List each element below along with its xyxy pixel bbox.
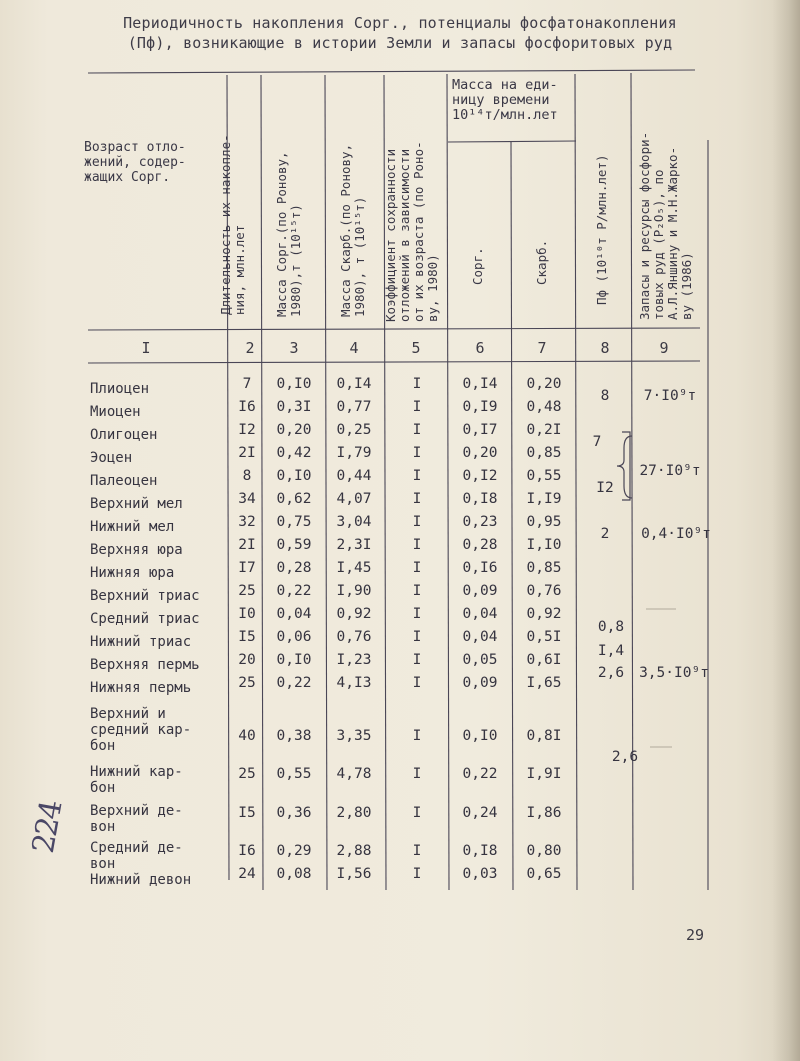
mass-ckarb-cell: 3,35: [336, 728, 372, 744]
page-number: 29: [686, 926, 705, 944]
row-age-label: Палеоцен: [90, 473, 158, 489]
rate-ckarb-cell: 0,85: [526, 560, 562, 576]
row-age-label: Нижний девон: [90, 872, 192, 888]
duration-cell: 25: [238, 766, 256, 782]
table-title-line-1: Периодичность накопления Cорг., потенциалы фосфатонакопления: [123, 14, 677, 32]
mass-corg-cell: 0,42: [276, 445, 312, 461]
column-number-9: 9: [659, 339, 669, 357]
row-age-label: Олигоцен: [90, 427, 158, 443]
rate-corg-cell: 0,04: [462, 629, 498, 645]
preservation-coef-cell: I: [412, 537, 422, 553]
duration-cell: 24: [238, 866, 256, 882]
mass-subheader-rule: [448, 141, 576, 142]
rate-ckarb-cell: I,86: [526, 805, 562, 821]
header-age: Возраст отло- жений, содер- жащих Cорг.: [84, 140, 186, 185]
reserves-value: 3,5·I0⁹т: [639, 665, 709, 681]
pf-value: I,4: [597, 643, 625, 659]
row-age-label: Верхний мел: [90, 496, 183, 512]
mass-ckarb-cell: 0,76: [336, 629, 372, 645]
mass-ckarb-cell: I,90: [336, 583, 372, 599]
rate-corg-cell: 0,03: [462, 866, 498, 882]
column-number-2: 2: [245, 339, 255, 357]
header-mass-per-time: Масса на еди- ницу времени 10¹⁴т/млн.лет: [452, 77, 558, 123]
mass-corg-cell: 0,59: [276, 537, 312, 553]
rate-corg-cell: 0,22: [462, 766, 498, 782]
row-age-label: Эоцен: [90, 450, 133, 466]
preservation-coef-cell: I: [412, 866, 422, 882]
rate-ckarb-cell: 0,76: [526, 583, 562, 599]
pf-value: 2,6: [597, 665, 625, 681]
rate-corg-cell: 0,I8: [462, 843, 498, 859]
mass-corg-cell: 0,22: [276, 675, 312, 691]
preservation-coef-cell: I: [412, 675, 422, 691]
mass-corg-cell: 0,22: [276, 583, 312, 599]
mass-corg-cell: 0,62: [276, 491, 312, 507]
rate-ckarb-cell: 0,95: [526, 514, 562, 530]
column-number-3: 3: [289, 339, 299, 357]
mass-corg-cell: 0,55: [276, 766, 312, 782]
mass-ckarb-cell: 3,04: [336, 514, 372, 530]
rate-corg-cell: 0,I8: [462, 491, 498, 507]
mass-corg-cell: 0,I0: [276, 376, 312, 392]
preservation-coef-cell: I: [412, 843, 422, 859]
row-age-label: Нижняя пермь: [90, 680, 192, 696]
duration-cell: I6: [238, 399, 256, 415]
preservation-coef-cell: I: [412, 445, 422, 461]
row-age-label: Нижняя юра: [90, 565, 175, 581]
rate-ckarb-cell: 0,20: [526, 376, 562, 392]
mass-corg-cell: 0,I0: [276, 652, 312, 668]
handwritten-number: 224: [25, 799, 70, 856]
header-bottom-rule: [88, 328, 700, 330]
mass-corg-cell: 0,20: [276, 422, 312, 438]
mass-ckarb-cell: 4,07: [336, 491, 372, 507]
mass-ckarb-cell: 0,77: [336, 399, 372, 415]
rate-corg-cell: 0,I7: [462, 422, 498, 438]
rate-corg-cell: 0,09: [462, 675, 498, 691]
row-age-label: Верхний де- вон: [90, 803, 183, 835]
preservation-coef-cell: I: [412, 583, 422, 599]
duration-cell: 25: [238, 675, 256, 691]
rate-corg-cell: 0,I4: [462, 376, 498, 392]
mass-ckarb-cell: I,56: [336, 866, 372, 882]
preservation-coef-cell: I: [412, 376, 422, 392]
rate-corg-cell: 0,04: [462, 606, 498, 622]
row-age-label: Миоцен: [90, 404, 141, 420]
row-age-label: Нижний кар- бон: [90, 764, 183, 796]
row-age-label: Плиоцен: [90, 381, 150, 397]
row-age-label: Верхний триас: [90, 588, 200, 604]
mass-corg-cell: 0,28: [276, 560, 312, 576]
rate-ckarb-cell: 0,6I: [526, 652, 562, 668]
preservation-coef-cell: I: [412, 728, 422, 744]
mass-ckarb-cell: 0,I4: [336, 376, 372, 392]
mass-ckarb-cell: 0,25: [336, 422, 372, 438]
rate-ckarb-cell: I,9I: [526, 766, 562, 782]
row-age-label: Верхний и средний кар- бон: [90, 706, 192, 754]
preservation-coef-cell: I: [412, 422, 422, 438]
mass-ckarb-cell: I,23: [336, 652, 372, 668]
header-pf: Пф (10¹⁰т Р/млн.лет): [594, 154, 609, 305]
row-age-label: Верхняя юра: [90, 542, 183, 558]
table-title-line-2: (Пф), возникающие в истории Земли и запасы фосфоритовых руд: [127, 34, 673, 52]
row-age-label: Нижний триас: [90, 634, 192, 650]
header-duration: Длительность их накопле- ния, млн.лет: [218, 134, 247, 315]
rate-ckarb-cell: 0,80: [526, 843, 562, 859]
preservation-coef-cell: I: [412, 805, 422, 821]
duration-cell: 25: [238, 583, 256, 599]
mass-corg-cell: 0,38: [276, 728, 312, 744]
duration-cell: 8: [242, 468, 252, 484]
mass-corg-cell: 0,04: [276, 606, 312, 622]
duration-cell: 40: [238, 728, 256, 744]
pf-value: 2,6: [611, 749, 639, 765]
rate-ckarb-cell: 0,5I: [526, 629, 562, 645]
mass-corg-cell: 0,3I: [276, 399, 312, 415]
pf-value: 2: [600, 526, 610, 542]
rate-ckarb-cell: I,65: [526, 675, 562, 691]
preservation-coef-cell: I: [412, 514, 422, 530]
reserves-value: 27·I0⁹т: [639, 463, 701, 479]
row-age-label: Средний де- вон: [90, 840, 183, 872]
rate-ckarb-cell: 0,48: [526, 399, 562, 415]
mass-ckarb-cell: I,79: [336, 445, 372, 461]
rate-corg-cell: 0,05: [462, 652, 498, 668]
mass-ckarb-cell: 0,92: [336, 606, 372, 622]
rate-corg-cell: 0,I9: [462, 399, 498, 415]
column-number-6: 6: [475, 339, 485, 357]
duration-cell: I6: [238, 843, 256, 859]
preservation-coef-cell: I: [412, 766, 422, 782]
duration-cell: 2I: [238, 445, 256, 461]
rate-corg-cell: 0,20: [462, 445, 498, 461]
column-number-7: 7: [537, 339, 547, 357]
column-number-8: 8: [600, 339, 610, 357]
header-reserves: Запасы и ресурсы фосфори- товых руд (Р₂О₅), по А.Л.Яншину и М.Н.Жарко- ву (1986): [637, 131, 694, 320]
preservation-coef-cell: I: [412, 468, 422, 484]
mass-corg-cell: 0,I0: [276, 468, 312, 484]
rate-ckarb-cell: 0,92: [526, 606, 562, 622]
mass-corg-cell: 0,29: [276, 843, 312, 859]
duration-cell: 32: [238, 514, 256, 530]
rate-ckarb-cell: 0,55: [526, 468, 562, 484]
mass-ckarb-cell: 0,44: [336, 468, 372, 484]
preservation-coef-cell: I: [412, 491, 422, 507]
rate-corg-cell: 0,09: [462, 583, 498, 599]
rate-corg-cell: 0,28: [462, 537, 498, 553]
rate-corg-cell: 0,24: [462, 805, 498, 821]
mass-corg-cell: 0,08: [276, 866, 312, 882]
duration-cell: I0: [238, 606, 256, 622]
rate-ckarb-cell: 0,2I: [526, 422, 562, 438]
mass-corg-cell: 0,36: [276, 805, 312, 821]
pf-value: 7: [592, 434, 602, 450]
row-age-label: Верхняя пермь: [90, 657, 200, 673]
duration-cell: I2: [238, 422, 256, 438]
column-number-5: 5: [411, 339, 421, 357]
rate-corg-cell: 0,I6: [462, 560, 498, 576]
pf-value: 8: [600, 388, 610, 404]
mass-corg-cell: 0,06: [276, 629, 312, 645]
duration-cell: I5: [238, 629, 256, 645]
mass-ckarb-cell: 2,3I: [336, 537, 372, 553]
mass-ckarb-cell: 2,88: [336, 843, 372, 859]
preservation-coef-cell: I: [412, 606, 422, 622]
rate-corg-cell: 0,23: [462, 514, 498, 530]
header-mass-corg: Масса Cорг.(по Ронову, 1980),т (10¹⁵т): [274, 151, 303, 317]
preservation-coef-cell: I: [412, 652, 422, 668]
column-number-1: I: [141, 339, 151, 357]
reserves-value: 7·I0⁹т: [643, 388, 697, 404]
rate-ckarb-cell: 0,85: [526, 445, 562, 461]
header-corg: Cорг.: [470, 247, 485, 285]
rate-ckarb-cell: 0,8I: [526, 728, 562, 744]
duration-cell: 7: [242, 376, 252, 392]
header-preservation-coef: Коэффициент сохранности отложений в зависимости от их возраста (по Роно- ву, 1980): [383, 141, 440, 322]
rate-corg-cell: 0,I0: [462, 728, 498, 744]
duration-cell: I5: [238, 805, 256, 821]
preservation-coef-cell: I: [412, 560, 422, 576]
pf-value: 0,8: [597, 619, 625, 635]
row-age-label: Нижний мел: [90, 519, 175, 535]
mass-ckarb-cell: I,45: [336, 560, 372, 576]
duration-cell: 34: [238, 491, 256, 507]
mass-corg-cell: 0,75: [276, 514, 312, 530]
column-numbers-rule: [88, 361, 700, 363]
header-mass-ckarb: Масса Cкарб.(по Ронову, 1980), т (10¹⁵т): [338, 143, 367, 317]
duration-cell: I7: [238, 560, 256, 576]
table-top-rule: [88, 70, 695, 73]
rate-ckarb-cell: 0,65: [526, 866, 562, 882]
reserves-value: 0,4·I0⁹т: [641, 526, 711, 542]
preservation-coef-cell: I: [412, 629, 422, 645]
duration-cell: 20: [238, 652, 256, 668]
pf-value: I2: [596, 480, 614, 496]
row-age-label: Средний триас: [90, 611, 200, 627]
rate-ckarb-cell: I,I9: [526, 491, 562, 507]
mass-ckarb-cell: 4,78: [336, 766, 372, 782]
duration-cell: 2I: [238, 537, 256, 553]
header-ckarb: Cкарб.: [534, 239, 549, 285]
column-number-4: 4: [349, 339, 359, 357]
mass-ckarb-cell: 2,80: [336, 805, 372, 821]
mass-ckarb-cell: 4,I3: [336, 675, 372, 691]
rate-corg-cell: 0,I2: [462, 468, 498, 484]
rate-ckarb-cell: I,I0: [526, 537, 562, 553]
preservation-coef-cell: I: [412, 399, 422, 415]
